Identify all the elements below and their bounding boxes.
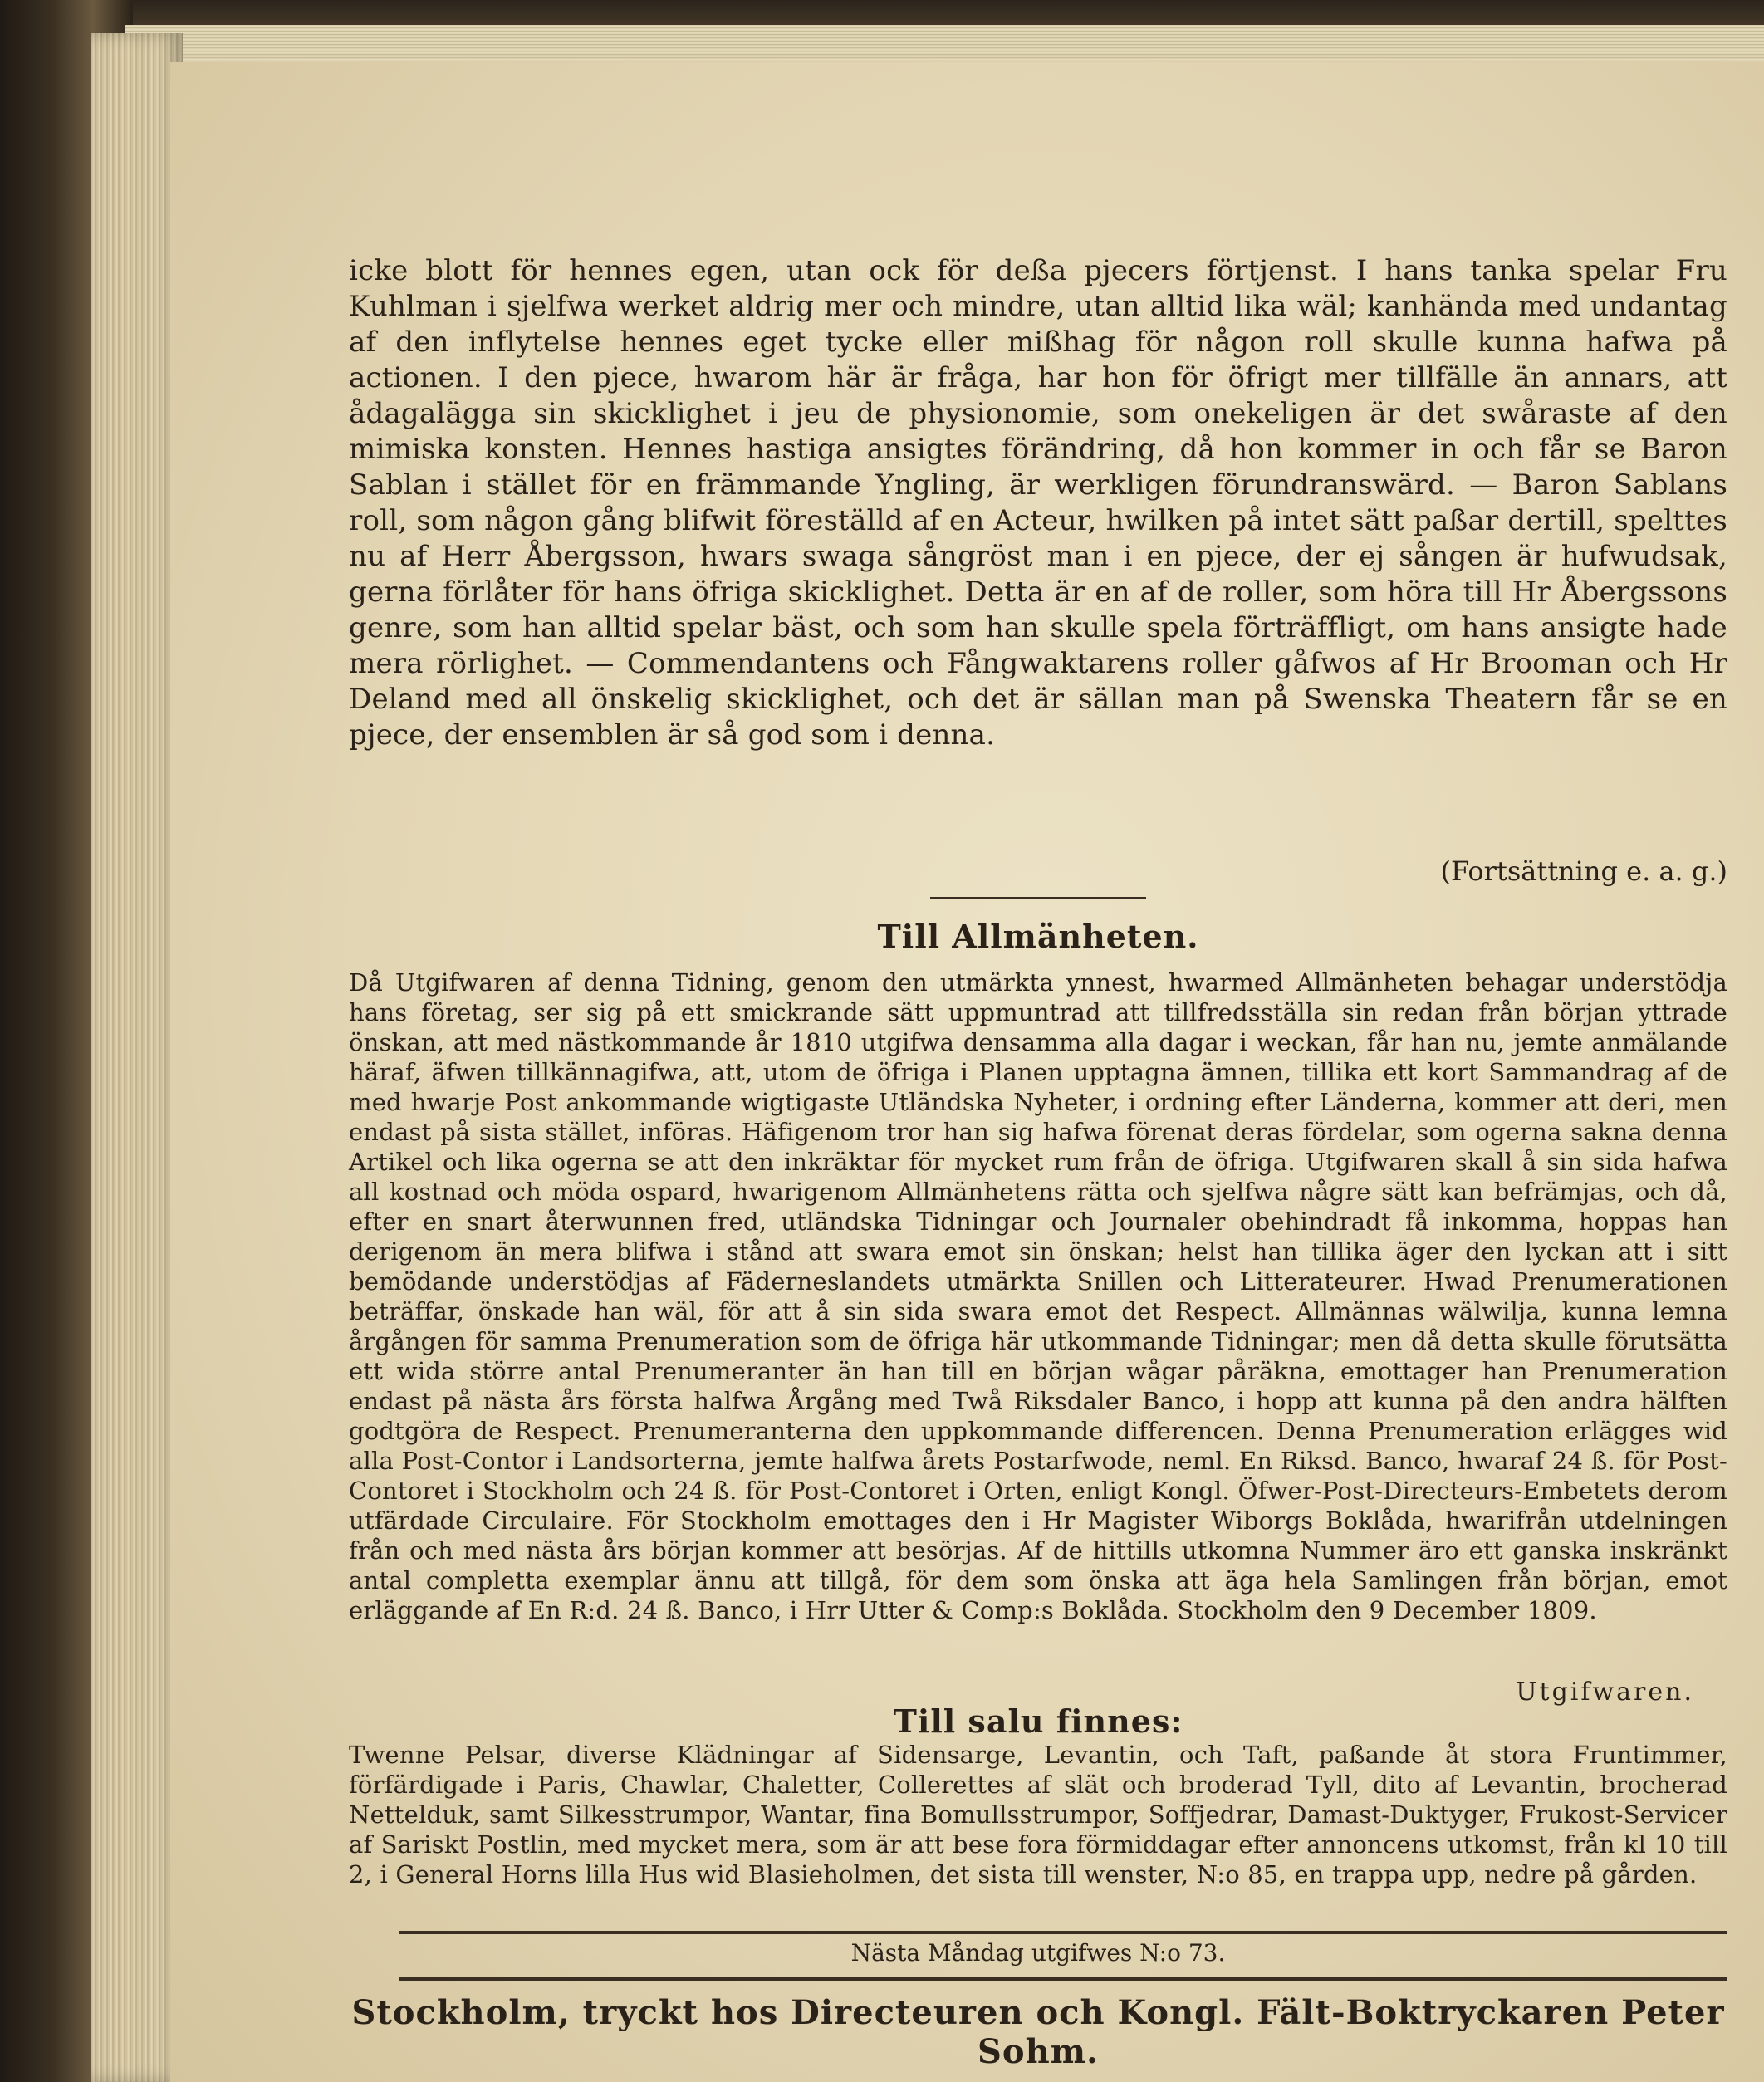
footer-rule-bottom: [399, 1977, 1727, 1981]
notice-paragraph: Då Utgifwaren af denna Tidning, genom den utmärkta ynnest, hwarmed Allmänheten behagar understödja hans företag, ser sig på ett smickrande sätt uppmuntrad att tillfredsställa sin redan från början yttrade önskan, att med nästkommande år 1810 utgifwa densamma alla dagar i weckan, får han nu, jemte anmälande häraf, äfwen tillkännagifwa, att, utom de öfriga i Planen upptagna ämnen, tillika ett kort Sammandrag af de med hwarje Post ankommande wigtigaste Utländska Nyheter, i ordning efter Länderna, kommer att deri, men endast på sista stället, införas. Häfigenom tror han sig hafwa förenat deras fördelar, som ogerna sakna denna Artikel och lika ogerna se att den inkräktar för mycket rum från de öfriga. Utgifwaren skall å sin sida hafwa all kostnad och möda ospard, hwarigenom Allmänhetens rätta och sjelfwa någre sätt kan befrämjas, och då, efter en snart återwunnen fred, utländska Tidningar och Journaler obehindradt få inkomma, hoppas han derigenom än mera blifwa i stånd att swara emot sin önskan; helst han tillika äger den lyckan att i sitt bemödande understödjas af Fäderneslandets utmärkta Snillen och Litterateurer. Hwad Prenumerationen beträffar, önskade han wäl, för att å sin sida swara emot det Respect. Allmännas wälwilja, kunna lemna årgången för samma Prenumeration som de öfriga här utkommande Tidningar; men då detta skulle förutsätta ett wida större antal Prenumeranter än han till en början wågar påräkna, emottager han Prenumeration endast på nästa års första halfwa Årgång med Twå Riksdaler Banco, i hopp att kunna på den andra hälften godtgöra de Respect. Prenumeranterna den uppkommande differencen. Denna Prenumeration erlägges wid alla Post-Contor i Landsorterna, jemte halfwa årets Postarfwode, neml. En Riksd. Banco, hwaraf 24 ß. för Post-Contoret i Stockholm och 24 ß. för Post-Contoret i Orten, enligt Kongl. Öfwer-Post-Directeurs-Embetets derom utfärdade Circulaire. För Stockholm emottages den i Hr Magister Wiborgs Boklåda, hwarifrån utdelningen från och med nästa års början kommer att besörjas. Af de hittills utkomna Nummer äro ett ganska inskränkt antal completta exemplar ännu att tillgå, för dem som önska att äga hela Samlingen från början, emot erläggande af En R:d. 24 ß. Banco, i Hrr Utter & Comp:s Boklåda. Stockholm den 9 December 1809.: [349, 968, 1727, 1624]
article-paragraph: icke blott för hennes egen, utan ock för deßa pjecers förtjenst. I hans tanka spelar Fru Kuhlman i sjelfwa werket aldrig mer och mindre, utan alltid lika wäl; kanhända med undantag af den inflytelse hennes eget tycke eller mißhag för någon roll skulle kunna hafwa på actionen. I den pjece, hwarom här är fråga, har hon för öfrigt mer tillfälle än annars, att ådagalägga sin skicklighet i jeu de physionomie, som onekeligen är det swåraste af den mimiska konsten. Hennes hastiga ansigtes förändring, då hon kommer in och får se Baron Sablan i stället för en främmande Yngling, är werkligen förundranswärd. — Baron Sablans roll, som någon gång blifwit föreställd af en Acteur, hwilken på intet sätt paßar dertill, spelttes nu af Herr Åbergsson, hwars swaga sångröst man i en pjece, der ej sången är hufwudsak, gerna förlåter för hans öfriga skicklighet. Detta är en af de roller, som höra till Hr Åbergssons genre, som han alltid spelar bäst, och som han skulle spela förträffligt, om hans ansigte hade mera rörlighet. — Commendantens och Fångwaktarens roller gåfwos af Hr Brooman och Hr Deland med all önskelig skicklighet, och det är sällan man på Swenska Theatern får se en pjece, der ensemblen är så god som i denna.: [349, 254, 1727, 752]
page: [170, 62, 1764, 2082]
section-divider: [930, 897, 1146, 899]
footer-rule-top: [399, 1931, 1727, 1934]
next-issue-note: Nästa Måndag utgifwes N:o 73.: [850, 1939, 1226, 1967]
sale-heading: Till salu finnes:: [893, 1702, 1183, 1740]
notice-heading: Till Allmänheten.: [877, 918, 1199, 955]
sale-paragraph: Twenne Pelsar, diverse Klädningar af Sidensarge, Levantin, och Taft, paßande åt stora Fruntimmer, förfärdigade i Paris, Chawlar, Chaletter, Collerettes af slät och broderad Tyll, dito af Levantin, brocherad Nettelduk, samt Silkesstrumpor, Wantar, fina Bomullsstrumpor, Soffjedrar, Damast-Duktyger, Frukost-Servicer af Sariskt Postlin, med mycket mera, som är att bese fora förmiddagar efter annoncens utkomst, från kl 10 till 2, i General Horns lilla Hus wid Blasieholmen, det sista till wenster, N:o 85, en trappa upp, nedre på gården.: [349, 1741, 1727, 1888]
notice-signature: Utgifwaren.: [1516, 1678, 1694, 1707]
printer-imprint: Stockholm, tryckt hos Directeuren och Kongl. Fält-Boktryckaren Peter Sohm.: [351, 1993, 1725, 2071]
page-side-edges: [91, 33, 183, 2082]
continuation-note: (Fortsättning e. a. g.): [1440, 855, 1727, 887]
